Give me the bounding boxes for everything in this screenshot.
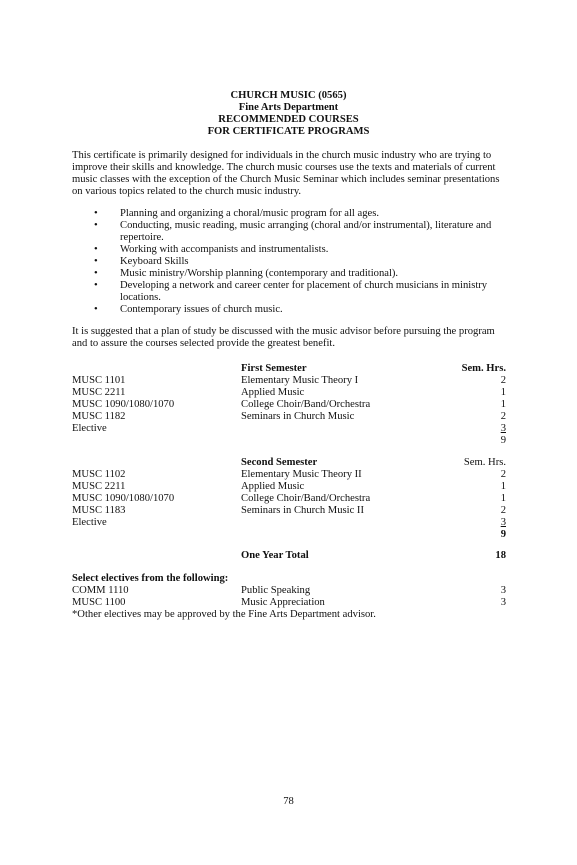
semester-total-row	[72, 435, 506, 447]
year-total-row	[72, 550, 506, 562]
course-code: MUSC 1100	[72, 597, 126, 608]
intro-line: improve their skills and knowledge. The church music courses use the texts and materials of current	[72, 162, 496, 173]
table-row	[72, 375, 506, 387]
bullet-text: Working with accompanists and instrumentalists.	[120, 244, 329, 255]
course-code: MUSC 1102	[72, 469, 126, 480]
bullet-icon: •	[94, 208, 98, 219]
bullet-icon: •	[94, 304, 98, 315]
second-semester-total: 9	[500, 529, 506, 540]
electives-note: *Other electives may be approved by the Fine Arts Department advisor.	[72, 609, 376, 620]
year-total-label: One Year Total	[241, 550, 309, 561]
bullet-text: Conducting, music reading, music arranging (choral and/or instrumental), literature and	[120, 220, 492, 231]
course-title: College Choir/Band/Orchestra	[241, 399, 371, 410]
course-title: Elementary Music Theory I	[241, 375, 359, 386]
course-hours: 3	[500, 517, 506, 528]
course-hours: 1	[500, 387, 506, 398]
page-number: 78	[283, 796, 294, 807]
bullet-icon: •	[94, 280, 98, 291]
electives-heading: Select electives from the following:	[72, 573, 229, 584]
list-item	[72, 280, 512, 304]
header-recommended-courses: RECOMMENDED COURSES	[218, 114, 359, 125]
bullet-text: Developing a network and career center for placement of church musicians in ministry	[120, 280, 488, 291]
course-code: MUSC 1183	[72, 505, 126, 516]
list-item	[72, 304, 512, 316]
list-item	[72, 220, 512, 244]
course-code: MUSC 1090/1080/1070	[72, 399, 175, 410]
first-semester-hours-heading: Sem. Hrs.	[461, 363, 506, 374]
course-hours: 1	[500, 493, 506, 504]
course-title: Seminars in Church Music	[241, 411, 355, 422]
table-row	[72, 493, 506, 505]
course-code: MUSC 1182	[72, 411, 126, 422]
course-hours: 1	[500, 481, 506, 492]
course-hours: 2	[500, 375, 506, 386]
course-title: Elementary Music Theory II	[241, 469, 362, 480]
course-code: MUSC 1090/1080/1070	[72, 493, 175, 504]
bullet-text: Planning and organizing a choral/music program for all ages.	[120, 208, 379, 219]
bullet-text: Contemporary issues of church music.	[120, 304, 283, 315]
first-semester-heading: First Semester	[241, 363, 307, 374]
suggestion-line: and to assure the courses selected provide the greatest benefit.	[72, 338, 335, 349]
bullet-icon: •	[94, 268, 98, 279]
second-semester-heading: Second Semester	[241, 457, 318, 468]
course-title: Applied Music	[241, 481, 305, 492]
course-code: MUSC 1101	[72, 375, 126, 386]
bullet-icon: •	[94, 256, 98, 267]
document-header	[0, 90, 577, 138]
first-semester-total: 9	[500, 435, 506, 446]
course-title: Public Speaking	[241, 585, 311, 596]
course-hours: 2	[500, 411, 506, 422]
table-row	[72, 597, 506, 609]
list-item	[72, 256, 512, 268]
suggestion-paragraph	[72, 326, 512, 350]
header-program-title: CHURCH MUSIC (0565)	[230, 90, 347, 101]
header-certificate-programs: FOR CERTIFICATE PROGRAMS	[207, 126, 370, 137]
table-row	[72, 585, 506, 597]
course-hours: 2	[500, 505, 506, 516]
intro-line: music classes with the exception of the Church Music Seminar which includes seminar presentations	[72, 174, 500, 185]
semester-total-row	[72, 529, 506, 541]
bullet-text: Music ministry/Worship planning (contemporary and traditional).	[120, 268, 399, 279]
bullet-icon: •	[94, 244, 98, 255]
intro-line: This certificate is primarily designed for individuals in the church music industry who are trying to	[72, 150, 492, 161]
list-item	[72, 208, 512, 220]
year-total-hours: 18	[495, 550, 506, 561]
course-code: Elective	[72, 423, 107, 434]
course-hours: 2	[500, 469, 506, 480]
course-code: MUSC 2211	[72, 387, 126, 398]
course-title: Applied Music	[241, 387, 305, 398]
bullet-icon: •	[94, 220, 98, 231]
course-hours: 3	[500, 423, 506, 434]
course-title: Seminars in Church Music II	[241, 505, 364, 516]
course-code: MUSC 2211	[72, 481, 126, 492]
course-title: College Choir/Band/Orchestra	[241, 493, 371, 504]
second-semester-hours-heading: Sem. Hrs.	[463, 457, 506, 468]
table-row	[72, 411, 506, 423]
intro-paragraph	[72, 150, 512, 198]
list-item	[72, 244, 512, 256]
table-row	[72, 399, 506, 411]
electives-note-row	[72, 609, 532, 621]
bullet-text: repertoire.	[120, 232, 164, 243]
bullet-text: Keyboard Skills	[120, 256, 189, 267]
course-hours: 1	[500, 399, 506, 410]
course-hours: 3	[500, 585, 506, 596]
second-semester-header-row	[72, 457, 506, 469]
course-title: Music Appreciation	[241, 597, 325, 608]
table-row	[72, 469, 506, 481]
table-row	[72, 505, 506, 517]
intro-line: on various topics related to the church music industry.	[72, 186, 302, 197]
course-code: Elective	[72, 517, 107, 528]
table-row	[72, 481, 506, 493]
bullet-text: locations.	[120, 292, 161, 303]
skills-bullet-list	[72, 208, 512, 316]
course-code: COMM 1110	[72, 585, 129, 596]
suggestion-line: It is suggested that a plan of study be discussed with the music advisor before pursuing the program	[72, 326, 495, 337]
course-hours: 3	[500, 597, 506, 608]
electives-heading-row	[72, 573, 506, 585]
table-row	[72, 517, 506, 529]
first-semester-header-row	[72, 363, 506, 375]
list-item	[72, 268, 512, 280]
table-row	[72, 387, 506, 399]
header-department: Fine Arts Department	[238, 102, 339, 113]
table-row	[72, 423, 506, 435]
